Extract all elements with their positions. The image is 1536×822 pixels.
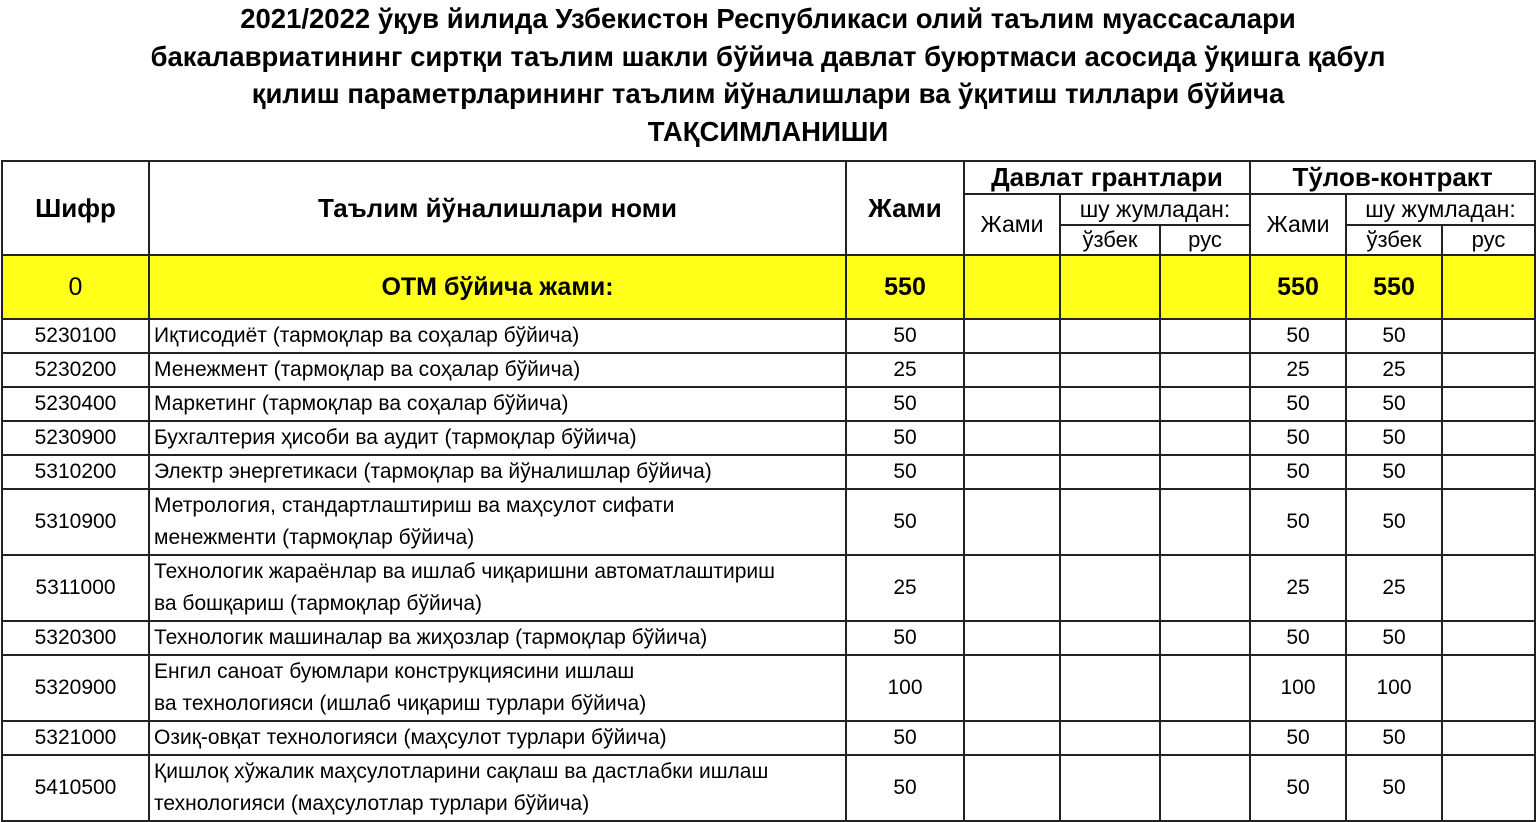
row-contract-total: 50 [1250,455,1346,489]
row-total: 50 [846,621,964,655]
row-contract-russian [1442,555,1535,621]
row-code: 5410500 [2,755,149,821]
row-contract-total: 25 [1250,353,1346,387]
row-contract-uzbek: 50 [1346,755,1442,821]
header-contract-including: шу жумладан: [1346,194,1535,225]
row-grant-russian [1160,621,1250,655]
row-contract-total: 50 [1250,721,1346,755]
row-contract-russian [1442,621,1535,655]
row-contract-uzbek: 50 [1346,455,1442,489]
row-contract-total: 50 [1250,319,1346,353]
header-grant-russian: рус [1160,225,1250,255]
table-row [2,455,1535,489]
header-contract-total: Жами [1250,194,1346,255]
row-contract-uzbek: 50 [1346,621,1442,655]
header-contract-russian: рус [1442,225,1535,255]
row-contract-total: 50 [1250,755,1346,821]
row-grant-uzbek [1060,319,1160,353]
row-contract-russian [1442,755,1535,821]
row-contract-uzbek: 25 [1346,555,1442,621]
total-row [2,255,1535,319]
row-contract-russian [1442,455,1535,489]
row-name-line: Технологик жараёнлар ва ишлаб чиқаришни автоматлаштириш [154,560,775,583]
row-code: 5230200 [2,353,149,387]
table-row [2,489,1535,555]
row-contract-total: 50 [1250,621,1346,655]
row-grant-uzbek [1060,655,1160,721]
total-code: 0 [2,255,149,319]
row-grant-total [964,353,1060,387]
row-code: 5310200 [2,455,149,489]
row-grant-russian [1160,721,1250,755]
row-name [149,319,846,353]
title-line: ТАҚСИМЛАНИШИ [647,115,889,147]
total-label: ОТМ бўйича жами: [149,255,846,319]
row-name [149,755,846,821]
header-code: Шифр [2,161,149,255]
row-contract-uzbek: 50 [1346,319,1442,353]
row-grant-total [964,489,1060,555]
header-total: Жами [846,161,964,255]
row-contract-russian [1442,421,1535,455]
header-grant-total: Жами [964,194,1060,255]
row-contract-total: 100 [1250,655,1346,721]
row-total: 50 [846,489,964,555]
table-row [2,755,1535,821]
title-line: 2021/2022 ўқув йилида Узбекистон Республикаси олий таълим муассасалари [240,3,1296,34]
row-total: 25 [846,555,964,621]
row-grant-total [964,319,1060,353]
header-name: Таълим йўналишлари номи [149,161,846,255]
row-code: 5320300 [2,621,149,655]
row-grant-uzbek [1060,353,1160,387]
row-name-line: менежменти (тармоқлар бўйича) [154,526,475,549]
title-line: қилиш параметрларининг таълим йўналишлари ва ўқитиш тиллари бўйича [251,78,1285,109]
row-contract-uzbek: 50 [1346,387,1442,421]
row-grant-total [964,555,1060,621]
admission-quota-table [1,160,1536,822]
row-grant-uzbek [1060,421,1160,455]
row-grant-uzbek [1060,555,1160,621]
row-contract-russian [1442,353,1535,387]
row-name [149,489,846,555]
row-grant-uzbek [1060,455,1160,489]
row-total: 50 [846,387,964,421]
row-total: 50 [846,755,964,821]
header-grant-uzbek: ўзбек [1060,225,1160,255]
row-name-line: Метрология, стандартлаштириш ва маҳсулот сифати [154,494,675,517]
row-name-line: Енгил саноат буюмлари конструкциясини ишлаш [154,660,635,683]
row-code: 5320900 [2,655,149,721]
total-contract-russian [1442,255,1535,319]
row-total: 50 [846,455,964,489]
row-grant-uzbek [1060,755,1160,821]
row-name-line: технологияси (маҳсулотлар турлари бўйича) [154,792,590,815]
row-name [149,421,846,455]
table-row [2,319,1535,353]
total-grant-uzbek [1060,255,1160,319]
row-total: 25 [846,353,964,387]
row-name-line: Бухгалтерия ҳисоби ва аудит (тармоқлар бўйича) [154,426,637,449]
row-name-line: Озиқ-овқат технологияси (маҳсулот турлари бўйича) [154,726,667,749]
row-grant-russian [1160,755,1250,821]
row-grant-uzbek [1060,489,1160,555]
row-name-line: Менежмент (тармоқлар ва соҳалар бўйича) [154,358,581,381]
row-name [149,721,846,755]
row-contract-russian [1442,319,1535,353]
row-grant-uzbek [1060,387,1160,421]
total-contract-total: 550 [1250,255,1346,319]
row-code: 5230100 [2,319,149,353]
table-row [2,621,1535,655]
row-name-line: Қишлоқ хўжалик маҳсулотларини сақлаш ва дастлабки ишлаш [154,760,769,783]
table-row [2,421,1535,455]
row-name [149,353,846,387]
title-line: бакалавриатининг сиртқи таълим шакли бўйича давлат буюртмаси асосида ўқишга қабул [150,40,1386,72]
row-grant-total [964,387,1060,421]
row-code: 5230900 [2,421,149,455]
row-code: 5321000 [2,721,149,755]
row-code: 5310900 [2,489,149,555]
row-grant-russian [1160,489,1250,555]
row-grant-russian [1160,555,1250,621]
table-row [2,721,1535,755]
header-contract-uzbek: ўзбек [1346,225,1442,255]
total-contract-uzbek: 550 [1346,255,1442,319]
row-name [149,455,846,489]
row-contract-russian [1442,655,1535,721]
row-contract-total: 50 [1250,489,1346,555]
header-grant-including: шу жумладан: [1060,194,1250,225]
table-row [2,353,1535,387]
row-grant-russian [1160,655,1250,721]
row-name-line: ва технологияси (ишлаб чиқариш турлари бўйича) [154,692,647,715]
row-grant-russian [1160,319,1250,353]
row-total: 50 [846,421,964,455]
row-grant-russian [1160,353,1250,387]
row-contract-total: 25 [1250,555,1346,621]
row-contract-russian [1442,721,1535,755]
row-grant-uzbek [1060,621,1160,655]
row-name-line: Иқтисодиёт (тармоқлар ва соҳалар бўйича) [154,324,580,347]
row-total: 100 [846,655,964,721]
row-name-line: Технологик машиналар ва жиҳозлар (тармоқлар бўйича) [154,626,708,649]
row-contract-uzbek: 25 [1346,353,1442,387]
total-value: 550 [846,255,964,319]
row-grant-total [964,455,1060,489]
row-grant-total [964,421,1060,455]
row-code: 5311000 [2,555,149,621]
row-grant-total [964,755,1060,821]
row-name [149,621,846,655]
row-name [149,387,846,421]
row-grant-russian [1160,455,1250,489]
row-name-line: Электр энергетикаси (тармоқлар ва йўналишлар бўйича) [154,460,712,483]
header-contract: Тўлов-контракт [1250,161,1535,194]
row-grant-russian [1160,387,1250,421]
table-row [2,655,1535,721]
row-total: 50 [846,319,964,353]
row-name-line: ва бошқариш (тармоқлар бўйича) [154,592,483,615]
row-contract-total: 50 [1250,421,1346,455]
row-name [149,655,846,721]
row-code: 5230400 [2,387,149,421]
total-grant-total [964,255,1060,319]
row-contract-uzbek: 50 [1346,489,1442,555]
table-row [2,555,1535,621]
row-contract-russian [1442,489,1535,555]
row-name-line: Маркетинг (тармоқлар ва соҳалар бўйича) [154,392,569,415]
row-name [149,555,846,621]
row-contract-total: 50 [1250,387,1346,421]
row-grant-total [964,721,1060,755]
row-grant-russian [1160,421,1250,455]
row-grant-uzbek [1060,721,1160,755]
row-contract-russian [1442,387,1535,421]
row-contract-uzbek: 100 [1346,655,1442,721]
row-grant-total [964,655,1060,721]
header-grants: Давлат грантлари [964,161,1250,194]
row-contract-uzbek: 50 [1346,421,1442,455]
row-grant-total [964,621,1060,655]
document-title [0,0,1536,150]
row-total: 50 [846,721,964,755]
row-contract-uzbek: 50 [1346,721,1442,755]
total-grant-russian [1160,255,1250,319]
table-row [2,387,1535,421]
